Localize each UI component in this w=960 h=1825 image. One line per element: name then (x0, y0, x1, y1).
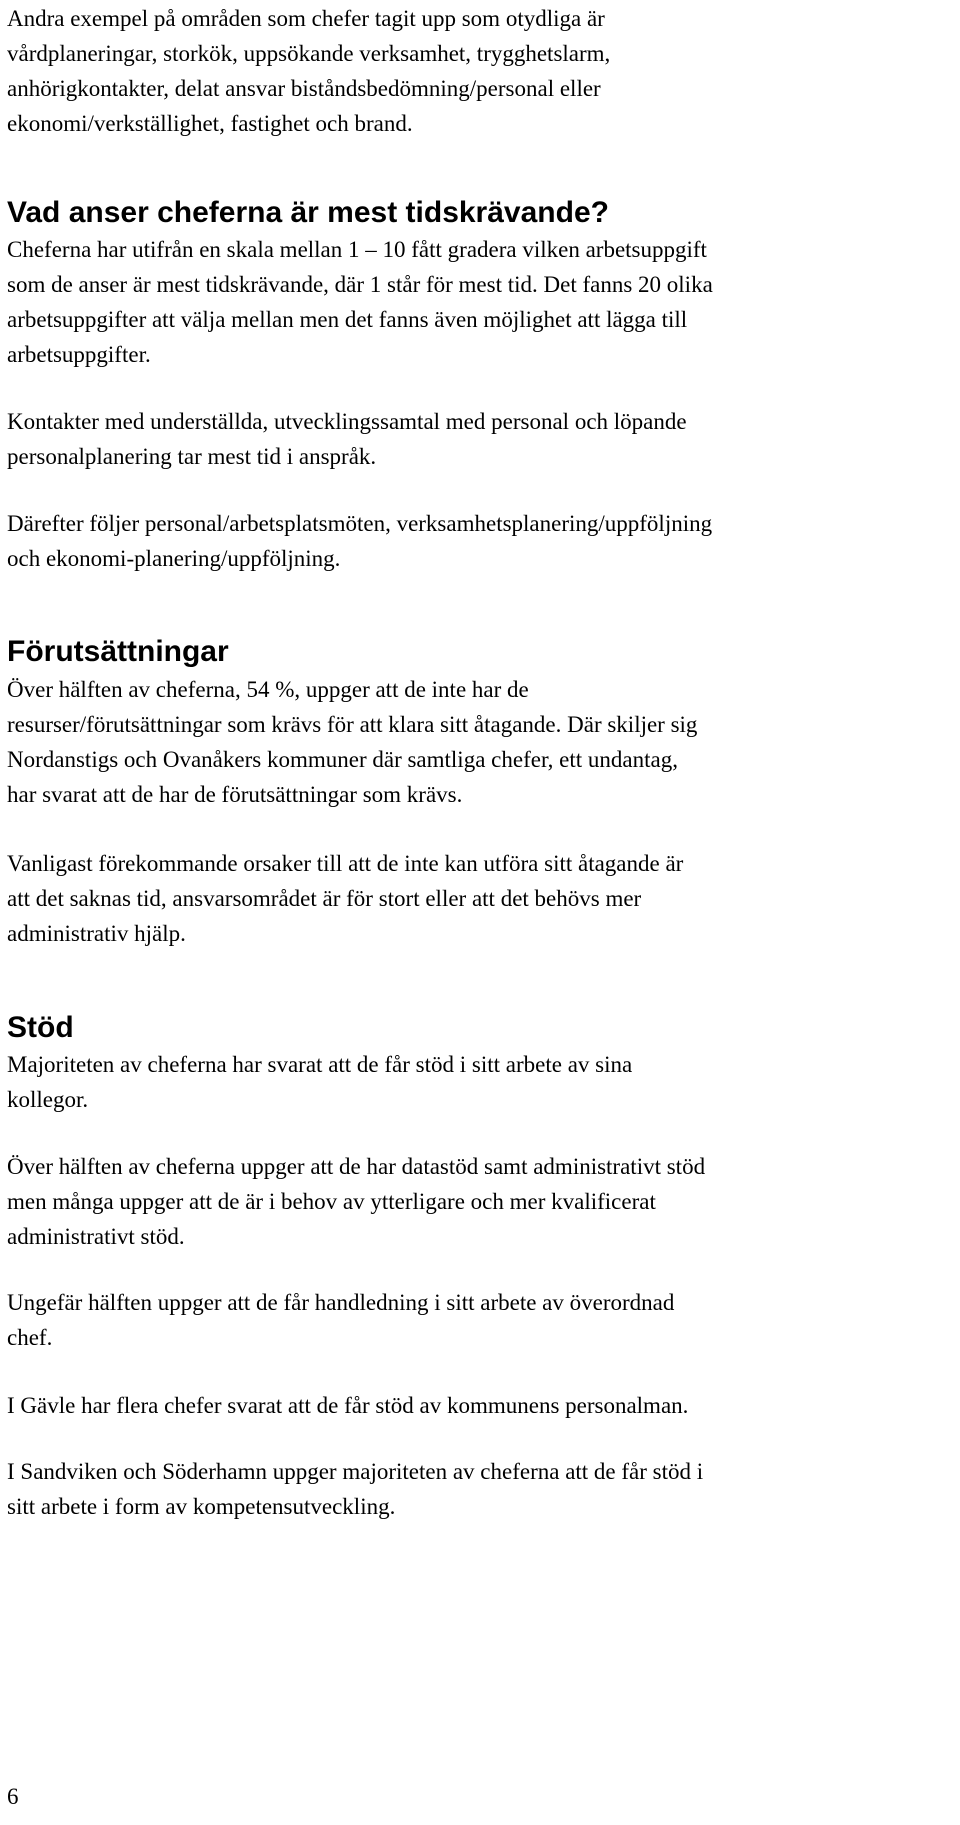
support-paragraph-2: Över hälften av cheferna uppger att de har datastöd samt administrativt stöd men många uppger att de är i behov av ytterligare och mer kvalificerat administrativt stöd. (7, 1154, 706, 1249)
time-paragraph-2: Kontakter med underställda, utvecklingssamtal med personal och löpande personalplanering tar mest tid i anspråk. (7, 409, 687, 469)
conditions-paragraph-1: Över hälften av cheferna, 54 %, uppger att de inte har de resurser/förutsättningar som krävs för att klara sitt åtagande. Där skiljer sig Nordanstigs och Ovanåkers kommuner där samtliga chefer, ett undantag, har svarat att de har de förutsättningar som krävs. (7, 677, 698, 807)
support-paragraph-4: I Gävle har flera chefer svarat att de får stöd av kommunens personalman. (7, 1393, 689, 1418)
section-heading-conditions: Förutsättningar (7, 635, 229, 668)
page-number: 6 (7, 1784, 19, 1809)
support-paragraph-5: I Sandviken och Söderhamn uppger majoriteten av cheferna att de får stöd i sitt arbete i form av kompetensutveckling. (7, 1459, 704, 1519)
support-paragraph-1: Majoriteten av cheferna har svarat att de får stöd i sitt arbete av sina kollegor. (7, 1052, 633, 1112)
time-paragraph-3: Därefter följer personal/arbetsplatsmöten, verksamhetsplanering/uppföljning och ekonomi-planering/uppföljning. (7, 511, 713, 571)
time-paragraph-1: Cheferna har utifrån en skala mellan 1 – 10 fått gradera vilken arbetsuppgift som de anser är mest tidskrävande, där 1 står för mest tid. Det fanns 20 olika arbetsuppgifter att välja mellan men det fanns även möjlighet att lägga till arbetsuppgifter. (7, 237, 713, 367)
section-heading-support: Stöd (7, 1011, 74, 1044)
support-paragraph-3: Ungefär hälften uppger att de får handledning i sitt arbete av överordnad chef. (7, 1290, 675, 1350)
intro-paragraph: Andra exempel på områden som chefer tagit upp som otydliga är vårdplaneringar, storkök, uppsökande verksamhet, trygghetslarm, anhörigkontakter, delat ansvar biståndsbedömning/personal eller ekonomi/verkställighet, fastighet och brand. (7, 6, 611, 136)
section-heading-time: Vad anser cheferna är mest tidskrävande? (7, 196, 609, 229)
document-page (7, 0, 953, 1524)
conditions-paragraph-2: Vanligast förekommande orsaker till att de inte kan utföra sitt åtagande är att det saknas tid, ansvarsområdet är för stort eller att det behövs mer administrativ hjälp. (7, 851, 684, 946)
